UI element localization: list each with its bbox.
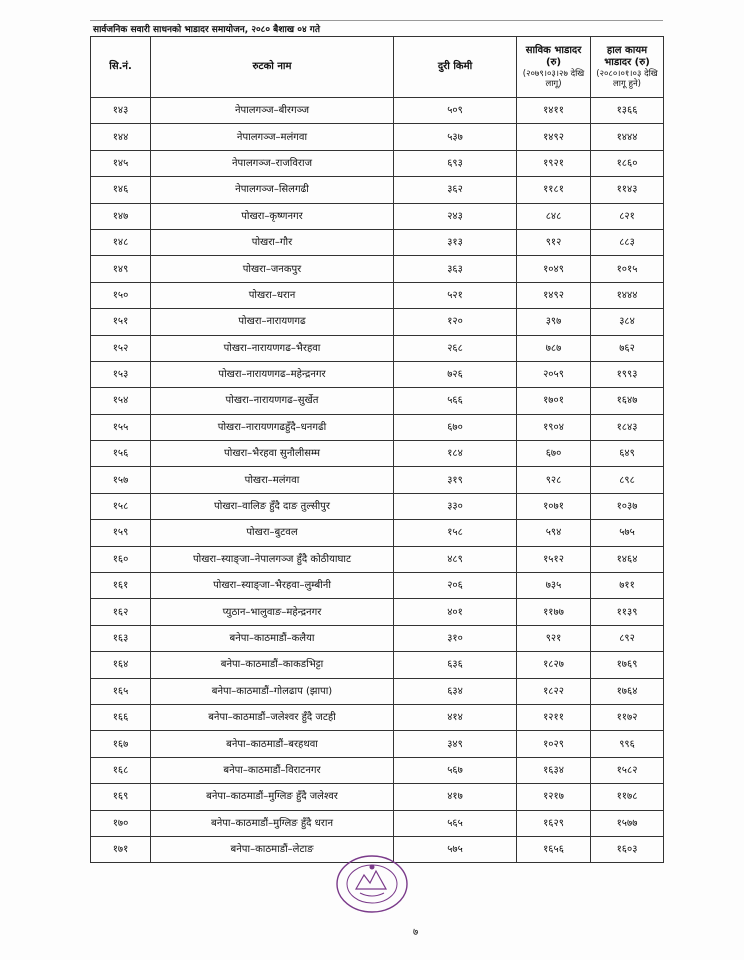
cell-route-name: पोखरा–नारायणगढ <box>151 309 394 335</box>
cell-old-fare: १२१७ <box>517 784 591 810</box>
cell-serial-number: १६६ <box>91 704 151 730</box>
cell-distance: ४८९ <box>394 546 517 572</box>
cell-serial-number: १६९ <box>91 784 151 810</box>
table-row <box>91 388 664 414</box>
cell-new-fare: ११४३ <box>591 177 664 203</box>
cell-new-fare: ११७२ <box>591 704 664 730</box>
cell-old-fare: १४९२ <box>517 282 591 308</box>
cell-distance: ३१० <box>394 625 517 651</box>
cell-new-fare: ७६२ <box>591 335 664 361</box>
cell-new-fare: ८२१ <box>591 203 664 229</box>
cell-serial-number: १५९ <box>91 520 151 546</box>
cell-route-name: पोखरा–नारायणगढ–भैरहवा <box>151 335 394 361</box>
cell-distance: ५६५ <box>394 810 517 836</box>
header-new-fare-label: हाल कायम भाडादर (रु) <box>604 45 650 68</box>
table-row <box>91 203 664 229</box>
cell-new-fare: १६४७ <box>591 388 664 414</box>
cell-old-fare: १८२२ <box>517 678 591 704</box>
cell-serial-number: १४४ <box>91 124 151 150</box>
cell-serial-number: १५० <box>91 282 151 308</box>
cell-new-fare: १०१५ <box>591 256 664 282</box>
cell-old-fare: १२११ <box>517 704 591 730</box>
cell-serial-number: १६२ <box>91 599 151 625</box>
cell-serial-number: १६५ <box>91 678 151 704</box>
cell-new-fare: १०३७ <box>591 493 664 519</box>
cell-route-name: पोखरा–स्याङ्जा–भैरहवा–लुम्बीनी <box>151 573 394 599</box>
cell-new-fare: ५७५ <box>591 520 664 546</box>
cell-distance: ४१७ <box>394 784 517 810</box>
table-row <box>91 414 664 440</box>
cell-route-name: बनेपा–काठमाडौं–कलैया <box>151 625 394 651</box>
cell-distance: ३४९ <box>394 731 517 757</box>
cell-route-name: पोखरा–गौर <box>151 229 394 255</box>
cell-distance: ३३० <box>394 493 517 519</box>
page-number: ७ <box>413 927 419 938</box>
cell-serial-number: १६० <box>91 546 151 572</box>
cell-old-fare: ५९४ <box>517 520 591 546</box>
cell-distance: २०६ <box>394 573 517 599</box>
document-caption: सार्वजनिक सवारी साधनको भाडादर समायोजन, २०८० बैशाख ०४ गते <box>90 20 663 38</box>
cell-new-fare: १६०३ <box>591 836 664 862</box>
cell-serial-number: १५८ <box>91 493 151 519</box>
table-row <box>91 704 664 730</box>
table-header-row <box>91 37 664 98</box>
header-old-fare-label: साविक भाडादर (रु) <box>525 45 582 68</box>
cell-route-name: पोखरा–मलंगवा <box>151 467 394 493</box>
table-row <box>91 520 664 546</box>
table-row <box>91 757 664 783</box>
cell-old-fare: २०५९ <box>517 361 591 387</box>
table-row <box>91 467 664 493</box>
cell-old-fare: १०२९ <box>517 731 591 757</box>
cell-route-name: बनेपा–काठमाडौं–मुग्लिङ हुँदै जलेश्वर <box>151 784 394 810</box>
cell-new-fare: ७११ <box>591 573 664 599</box>
cell-route-name: बनेपा–काठमाडौं–लेटाङ <box>151 836 394 862</box>
cell-route-name: पोखरा–वालिङ हुँदै दाङ तुल्सीपुर <box>151 493 394 519</box>
cell-new-fare: ९९६ <box>591 731 664 757</box>
cell-distance: ३१९ <box>394 467 517 493</box>
cell-serial-number: १५७ <box>91 467 151 493</box>
table-row <box>91 335 664 361</box>
cell-serial-number: १४३ <box>91 98 151 124</box>
cell-new-fare: ८९२ <box>591 625 664 651</box>
cell-old-fare: १९०४ <box>517 414 591 440</box>
cell-old-fare: १७०१ <box>517 388 591 414</box>
table-row <box>91 731 664 757</box>
cell-old-fare: ६७० <box>517 441 591 467</box>
cell-old-fare: १९२१ <box>517 150 591 176</box>
cell-old-fare: ९१२ <box>517 229 591 255</box>
cell-distance: ६३४ <box>394 678 517 704</box>
cell-serial-number: १७१ <box>91 836 151 862</box>
header-new-fare-note: (२०८०।०१।०३ देखि लागू हुने) <box>596 69 658 89</box>
cell-route-name: बनेपा–काठमाडौं–गोलढाप (झापा) <box>151 678 394 704</box>
table-row <box>91 177 664 203</box>
cell-new-fare: १५८२ <box>591 757 664 783</box>
table-row <box>91 652 664 678</box>
cell-distance: ३६३ <box>394 256 517 282</box>
cell-route-name: बनेपा–काठमाडौं–बरहथवा <box>151 731 394 757</box>
cell-serial-number: १४७ <box>91 203 151 229</box>
header-new-fare <box>591 37 664 98</box>
table-row <box>91 282 664 308</box>
cell-distance: ५६७ <box>394 757 517 783</box>
cell-new-fare: १४४४ <box>591 124 664 150</box>
table-row <box>91 625 664 651</box>
cell-route-name: पोखरा–नारायणगढहुँदै–धनगढी <box>151 414 394 440</box>
header-old-fare-note: (२०७९।०३।२७ देखि लागू) <box>522 69 585 89</box>
cell-serial-number: १४९ <box>91 256 151 282</box>
cell-serial-number: १५२ <box>91 335 151 361</box>
cell-new-fare: १८६० <box>591 150 664 176</box>
cell-serial-number: १६४ <box>91 652 151 678</box>
cell-new-fare: ३८४ <box>591 309 664 335</box>
cell-old-fare: १८२७ <box>517 652 591 678</box>
cell-route-name: पोखरा–स्याङ्जा–नेपालगञ्ज हुँदै कोठीयाघाट <box>151 546 394 572</box>
cell-new-fare: १७६९ <box>591 652 664 678</box>
cell-serial-number: १४५ <box>91 150 151 176</box>
cell-distance: २६८ <box>394 335 517 361</box>
table-row <box>91 98 664 124</box>
cell-distance: ६३६ <box>394 652 517 678</box>
cell-serial-number: १४८ <box>91 229 151 255</box>
table-row <box>91 784 664 810</box>
cell-old-fare: ९२१ <box>517 625 591 651</box>
cell-distance: ४१४ <box>394 704 517 730</box>
cell-old-fare: ७३५ <box>517 573 591 599</box>
cell-route-name: नेपालगञ्ज–मलंगवा <box>151 124 394 150</box>
cell-old-fare: ९२८ <box>517 467 591 493</box>
table-row <box>91 599 664 625</box>
cell-serial-number: १५३ <box>91 361 151 387</box>
cell-old-fare: १०४९ <box>517 256 591 282</box>
cell-old-fare: ११७७ <box>517 599 591 625</box>
header-distance: दुरी किमी <box>394 37 517 98</box>
cell-route-name: बनेपा–काठमाडौं–काकडभिट्टा <box>151 652 394 678</box>
cell-old-fare: ११८१ <box>517 177 591 203</box>
cell-distance: ७२६ <box>394 361 517 387</box>
cell-new-fare: ८८३ <box>591 229 664 255</box>
cell-serial-number: १४६ <box>91 177 151 203</box>
cell-new-fare: १४६४ <box>591 546 664 572</box>
cell-distance: ३६२ <box>394 177 517 203</box>
cell-old-fare: १४११ <box>517 98 591 124</box>
cell-route-name: नेपालगञ्ज–राजविराज <box>151 150 394 176</box>
table-row <box>91 229 664 255</box>
fare-table-body <box>91 98 664 863</box>
table-row <box>91 493 664 519</box>
cell-new-fare: ११७८ <box>591 784 664 810</box>
cell-route-name: बनेपा–काठमाडौं–जलेश्वर हुँदै जटही <box>151 704 394 730</box>
cell-serial-number: १५५ <box>91 414 151 440</box>
cell-distance: ६७० <box>394 414 517 440</box>
cell-distance: ५२१ <box>394 282 517 308</box>
table-row <box>91 441 664 467</box>
header-serial-number: सि.नं. <box>91 37 151 98</box>
cell-distance: ५३७ <box>394 124 517 150</box>
cell-route-name: पोखरा–बुटवल <box>151 520 394 546</box>
cell-distance: ४०१ <box>394 599 517 625</box>
table-row <box>91 309 664 335</box>
cell-old-fare: ७८७ <box>517 335 591 361</box>
cell-route-name: पोखरा–भैरहवा सुनौलीसम्म <box>151 441 394 467</box>
header-route-name: रुटको नाम <box>151 37 394 98</box>
cell-route-name: प्युठान–भालुवाङ–महेन्द्रनगर <box>151 599 394 625</box>
cell-new-fare: १३६६ <box>591 98 664 124</box>
cell-new-fare: १९९३ <box>591 361 664 387</box>
cell-serial-number: १७० <box>91 810 151 836</box>
cell-route-name: पोखरा–नारायणगढ–महेन्द्रनगर <box>151 361 394 387</box>
cell-route-name: नेपालगञ्ज–बीरगञ्ज <box>151 98 394 124</box>
cell-distance: १२० <box>394 309 517 335</box>
cell-distance: १५८ <box>394 520 517 546</box>
cell-new-fare: १५७७ <box>591 810 664 836</box>
table-row <box>91 150 664 176</box>
cell-route-name: पोखरा–धरान <box>151 282 394 308</box>
table-row <box>91 546 664 572</box>
cell-route-name: नेपालगञ्ज–सिलगढी <box>151 177 394 203</box>
cell-serial-number: १६८ <box>91 757 151 783</box>
cell-old-fare: ३९७ <box>517 309 591 335</box>
table-row <box>91 124 664 150</box>
cell-old-fare: ८४८ <box>517 203 591 229</box>
table-row <box>91 573 664 599</box>
cell-old-fare: १४९२ <box>517 124 591 150</box>
cell-old-fare: १६३४ <box>517 757 591 783</box>
cell-old-fare: १६५६ <box>517 836 591 862</box>
cell-new-fare: ११३९ <box>591 599 664 625</box>
cell-route-name: बनेपा–काठमाडौं–मुग्लिङ हुँदै धरान <box>151 810 394 836</box>
cell-serial-number: १५४ <box>91 388 151 414</box>
cell-distance: २४३ <box>394 203 517 229</box>
table-row <box>91 678 664 704</box>
cell-old-fare: १६२९ <box>517 810 591 836</box>
table-row <box>91 256 664 282</box>
cell-serial-number: १६१ <box>91 573 151 599</box>
cell-route-name: पोखरा–जनकपुर <box>151 256 394 282</box>
cell-new-fare: ८९८ <box>591 467 664 493</box>
fare-table <box>90 36 664 863</box>
cell-old-fare: १५१२ <box>517 546 591 572</box>
cell-new-fare: १४४४ <box>591 282 664 308</box>
cell-route-name: पोखरा–नारायणगढ–सुर्खेत <box>151 388 394 414</box>
cell-distance: ३१३ <box>394 229 517 255</box>
cell-distance: ५७५ <box>394 836 517 862</box>
cell-route-name: पोखरा–कृष्णनगर <box>151 203 394 229</box>
cell-new-fare: १७६४ <box>591 678 664 704</box>
cell-route-name: बनेपा–काठमाडौं–विराटनगर <box>151 757 394 783</box>
cell-distance: ५०९ <box>394 98 517 124</box>
cell-distance: १८४ <box>394 441 517 467</box>
table-row <box>91 361 664 387</box>
cell-new-fare: ६४९ <box>591 441 664 467</box>
cell-new-fare: १८४३ <box>591 414 664 440</box>
cell-old-fare: १०७१ <box>517 493 591 519</box>
cell-serial-number: १६३ <box>91 625 151 651</box>
cell-distance: ६९३ <box>394 150 517 176</box>
header-old-fare <box>517 37 591 98</box>
cell-serial-number: १५१ <box>91 309 151 335</box>
cell-serial-number: १६७ <box>91 731 151 757</box>
government-seal-icon <box>334 853 410 915</box>
cell-distance: ५६६ <box>394 388 517 414</box>
cell-serial-number: १५६ <box>91 441 151 467</box>
table-row <box>91 810 664 836</box>
